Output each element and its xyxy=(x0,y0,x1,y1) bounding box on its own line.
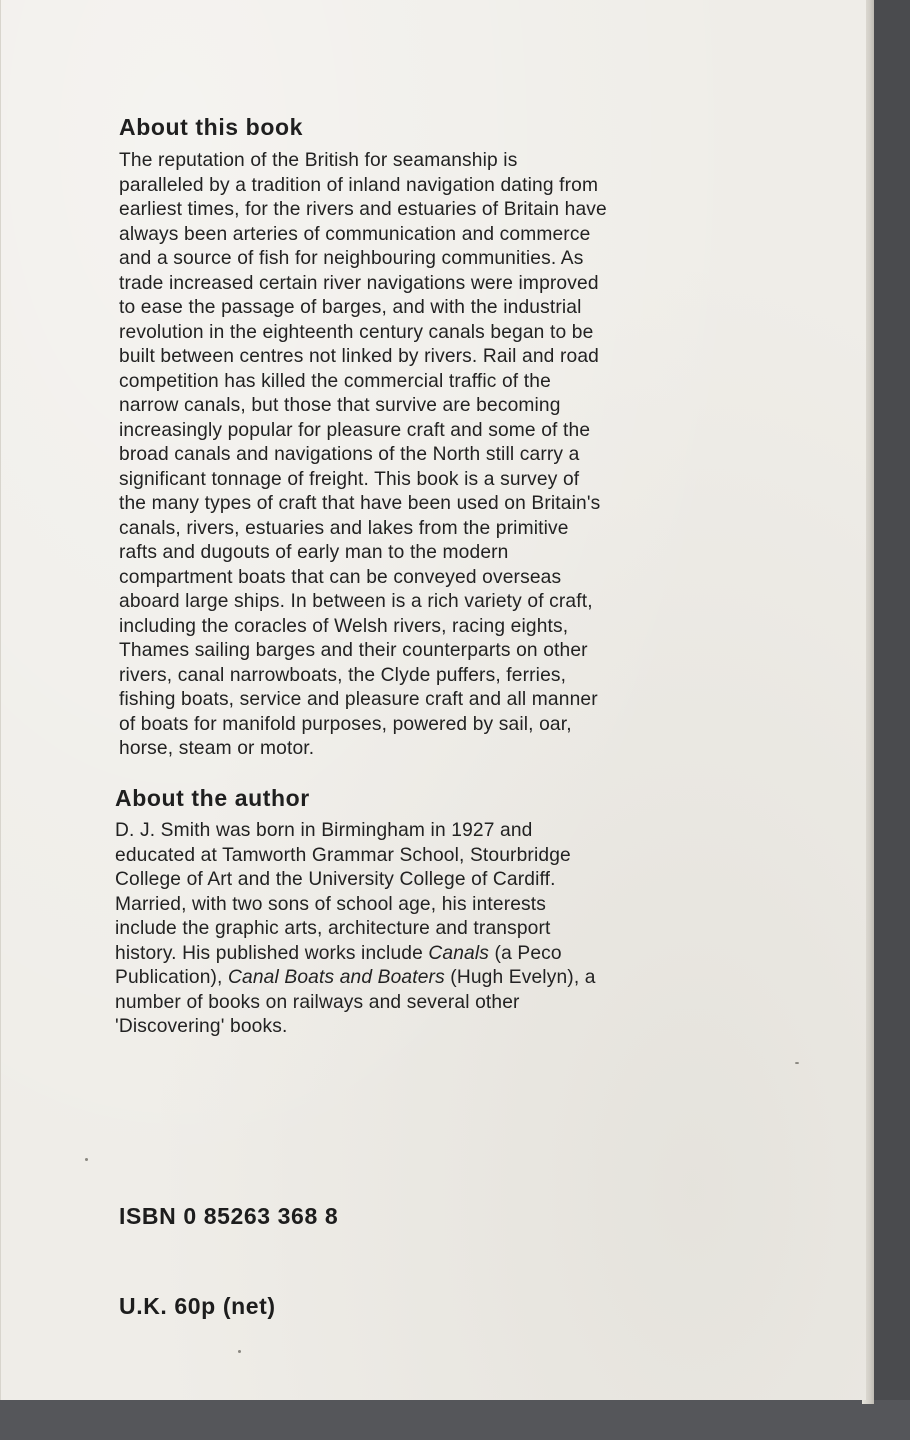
book-title-canals: Canals xyxy=(428,942,490,964)
book-text-line: revolution in the eighteenth century canals began to be xyxy=(119,321,594,343)
about-book-text xyxy=(119,149,607,762)
book-text-line: and a source of fish for neighbouring communities. As xyxy=(119,248,584,269)
book-text-line: canals, rivers, estuaries and lakes from the primitive xyxy=(119,517,569,539)
isbn: ISBN 0 85263 368 8 xyxy=(119,1203,339,1229)
author-line: 'Discovering' books. xyxy=(115,1016,288,1037)
book-text-line: broad canals and navigations of the North still carry a xyxy=(119,444,580,465)
book-text-line: significant tonnage of freight. This book is a survey of xyxy=(119,468,580,490)
book-text-line: compartment boats that can be conveyed overseas xyxy=(119,566,562,588)
author-line: College of Art and the University College of Cardiff. xyxy=(115,869,556,890)
book-text-line: to ease the passage of barges, and with the industrial xyxy=(119,297,582,318)
book-text-line: rivers, canal narrowboats, the Clyde puffers, ferries, xyxy=(119,664,567,686)
about-author-heading: About the author xyxy=(115,785,310,811)
book-text-line: built between centres not linked by rivers. Rail and road xyxy=(119,346,599,367)
book-text-line: trade increased certain river navigations were improved xyxy=(119,272,599,294)
book-text-line: always been arteries of communication and commerce xyxy=(119,223,591,245)
author-line: include the graphic arts, architecture and transport xyxy=(115,918,551,939)
author-line: history. His published works include Canals (a Peco xyxy=(115,942,562,964)
author-line: educated at Tamworth Grammar School, Stourbridge xyxy=(115,844,571,866)
book-text-line: increasingly popular for pleasure craft and some of the xyxy=(119,419,591,441)
scan-backdrop xyxy=(0,1400,910,1440)
price: U.K. 60p (net) xyxy=(119,1293,276,1319)
book-text-line: horse, steam or motor. xyxy=(119,738,315,759)
about-author-text xyxy=(115,819,596,1040)
paper-speck xyxy=(795,1062,799,1064)
book-text-line: rafts and dugouts of early man to the modern xyxy=(119,542,509,563)
paper-speck xyxy=(238,1350,241,1353)
book-text-line: competition has killed the commercial traffic of the xyxy=(119,370,551,392)
author-line: number of books on railways and several other xyxy=(115,991,520,1013)
book-title-canal-boats: Canal Boats and Boaters xyxy=(228,967,445,988)
paper-speck xyxy=(85,1158,88,1161)
about-book-heading: About this book xyxy=(119,114,304,140)
author-line: Married, with two sons of school age, his interests xyxy=(115,893,547,915)
book-text-line: earliest times, for the rivers and estuaries of Britain have xyxy=(119,199,607,220)
book-text-line: The reputation of the British for seamanship is xyxy=(119,150,518,171)
book-text-line: the many types of craft that have been used on Britain's xyxy=(119,493,601,514)
book-text-line: of boats for manifold purposes, powered by sail, oar, xyxy=(119,713,572,735)
author-line: Publication), Canal Boats and Boaters (Hugh Evelyn), a xyxy=(115,967,596,988)
book-text-line: including the coracles of Welsh rivers, racing eights, xyxy=(119,615,569,637)
author-line: D. J. Smith was born in Birmingham in 1927 and xyxy=(115,820,533,841)
book-text-line: Thames sailing barges and their counterparts on other xyxy=(119,640,588,661)
book-text-line: aboard large ships. In between is a rich variety of craft, xyxy=(119,591,593,612)
book-text-line: narrow canals, but those that survive are becoming xyxy=(119,395,561,416)
book-text-line: fishing boats, service and pleasure craft and all manner xyxy=(119,689,598,710)
book-text-line: paralleled by a tradition of inland navigation dating from xyxy=(119,174,599,196)
